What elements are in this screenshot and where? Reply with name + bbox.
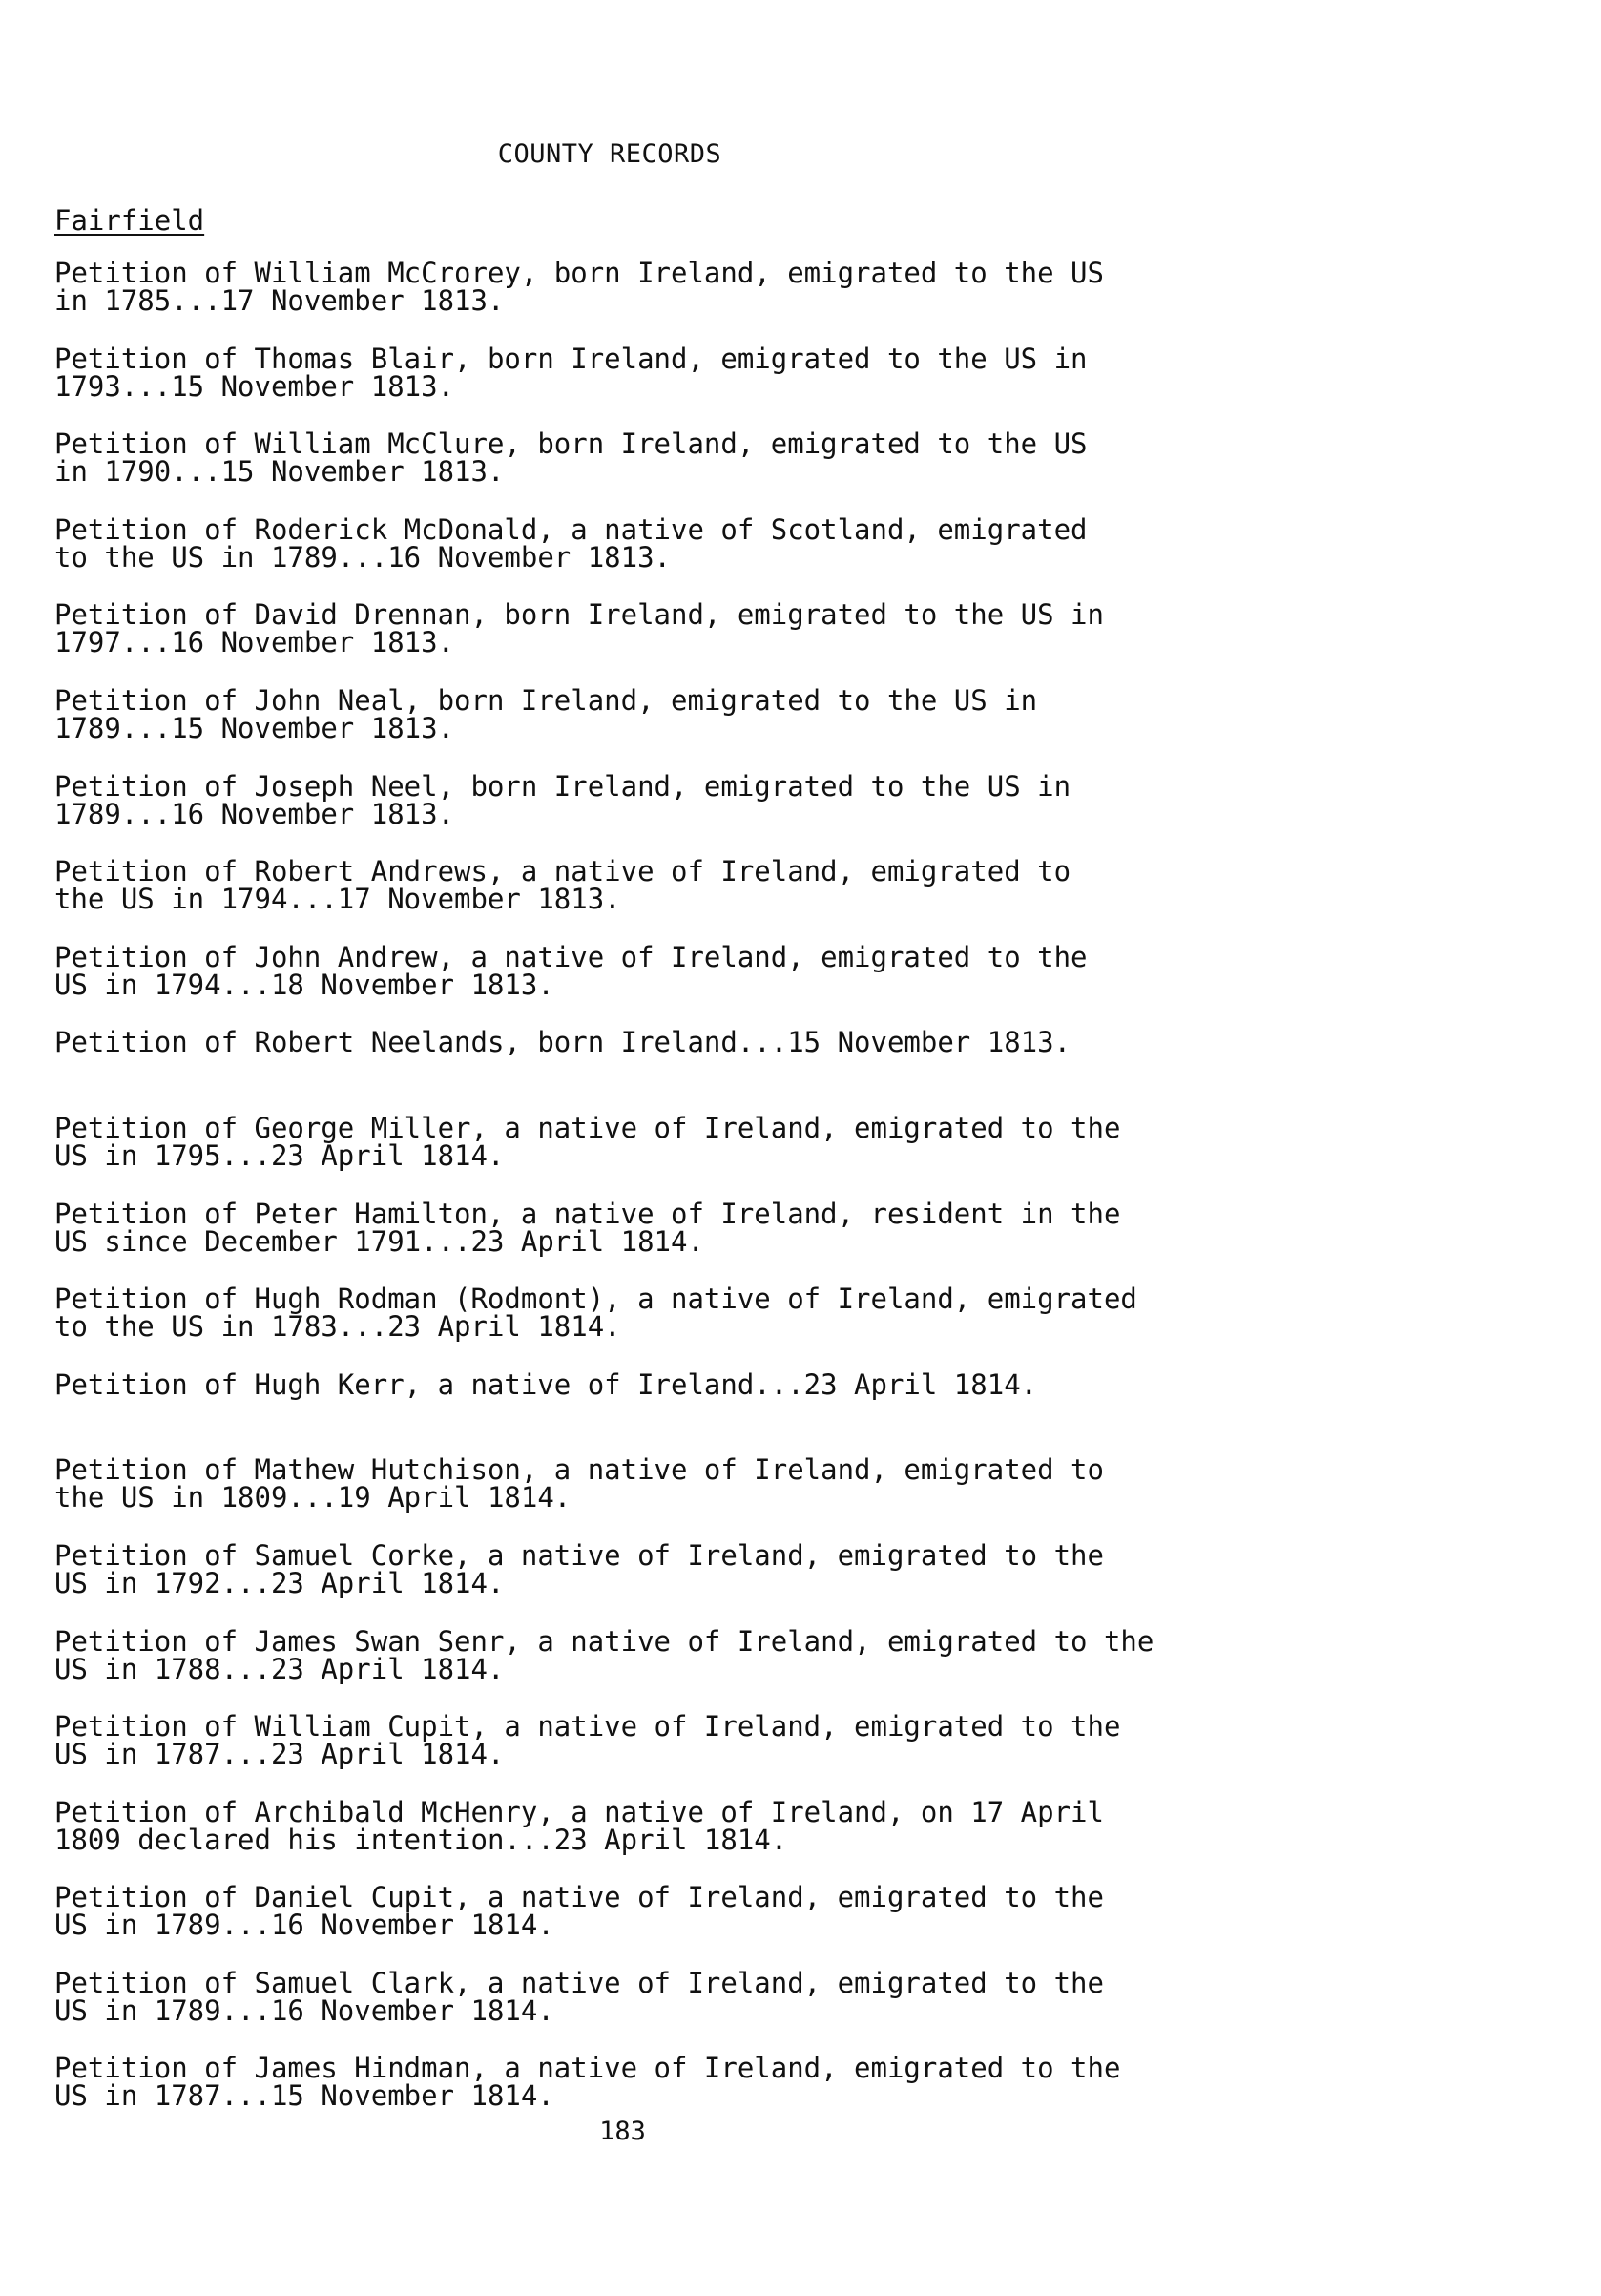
list-item: Petition of Samuel Clark, a native of Ireland, emigrated to the US in 1789...16 November 1814. <box>54 1966 1104 2027</box>
list-item: Petition of Peter Hamilton, a native of Ireland, resident in the US since December 1791...23 April 1814. <box>54 1197 1121 1258</box>
petition-list <box>54 257 1257 2140</box>
list-item: Petition of Samuel Corke, a native of Ireland, emigrated to the US in 1792...23 April 1814. <box>54 1538 1104 1599</box>
list-item: Petition of William McClure, born Ireland, emigrated to the US in 1790...15 November 1813. <box>54 428 1088 489</box>
list-item: Petition of John Andrew, a native of Ireland, emigrated to the US in 1794...18 November 1813. <box>54 940 1088 1001</box>
list-item: Petition of David Drennan, born Ireland, emigrated to the US in 1797...16 November 1813. <box>54 598 1104 659</box>
list-item: Petition of Archibald McHenry, a native of Ireland, on 17 April 1809 declared his intention...23 April 1814. <box>54 1795 1104 1856</box>
list-item: Petition of John Neal, born Ireland, emigrated to the US in 1789...15 November 1813. <box>54 683 1038 744</box>
list-item: Petition of Robert Andrews, a native of Ireland, emigrated to the US in 1794...17 November 1813. <box>54 855 1071 916</box>
list-item: Petition of Hugh Kerr, a native of Ireland...23 April 1814. <box>54 1367 1038 1401</box>
list-item: Petition of Roderick McDonald, a native of Scotland, emigrated to the US in 1789...16 November 1813. <box>54 512 1088 574</box>
list-item: Petition of James Hindman, a native of Ireland, emigrated to the US in 1787...15 November 1814. <box>54 2052 1121 2113</box>
list-item: Petition of William Cupit, a native of Ireland, emigrated to the US in 1787...23 April 1814. <box>54 1710 1121 1771</box>
county-heading: Fairfield <box>54 204 205 237</box>
list-item: Petition of George Miller, a native of Ireland, emigrated to the US in 1795...23 April 1814. <box>54 1111 1121 1172</box>
list-item: Petition of Daniel Cupit, a native of Ireland, emigrated to the US in 1789...16 November 1814. <box>54 1881 1104 1942</box>
page-title: COUNTY RECORDS <box>497 139 722 169</box>
list-item: Petition of Mathew Hutchison, a native of Ireland, emigrated to the US in 1809...19 April 1814. <box>54 1453 1104 1514</box>
list-item: Petition of Joseph Neel, born Ireland, emigrated to the US in 1789...16 November 1813. <box>54 769 1071 830</box>
list-item: Petition of Hugh Rodman (Rodmont), a native of Ireland, emigrated to the US in 1783...23 April 1814. <box>54 1283 1137 1344</box>
list-item: Petition of William McCrorey, born Ireland, emigrated to the US in 1785...17 November 1813. <box>54 257 1104 317</box>
list-item: Petition of Thomas Blair, born Ireland, emigrated to the US in 1793...15 November 1813. <box>54 342 1088 403</box>
list-item: Petition of James Swan Senr, a native of Ireland, emigrated to the US in 1788...23 April 1814. <box>54 1624 1154 1685</box>
list-item: Petition of Robert Neelands, born Ireland...15 November 1813. <box>54 1026 1071 1059</box>
page-number: 183 <box>599 2117 646 2146</box>
